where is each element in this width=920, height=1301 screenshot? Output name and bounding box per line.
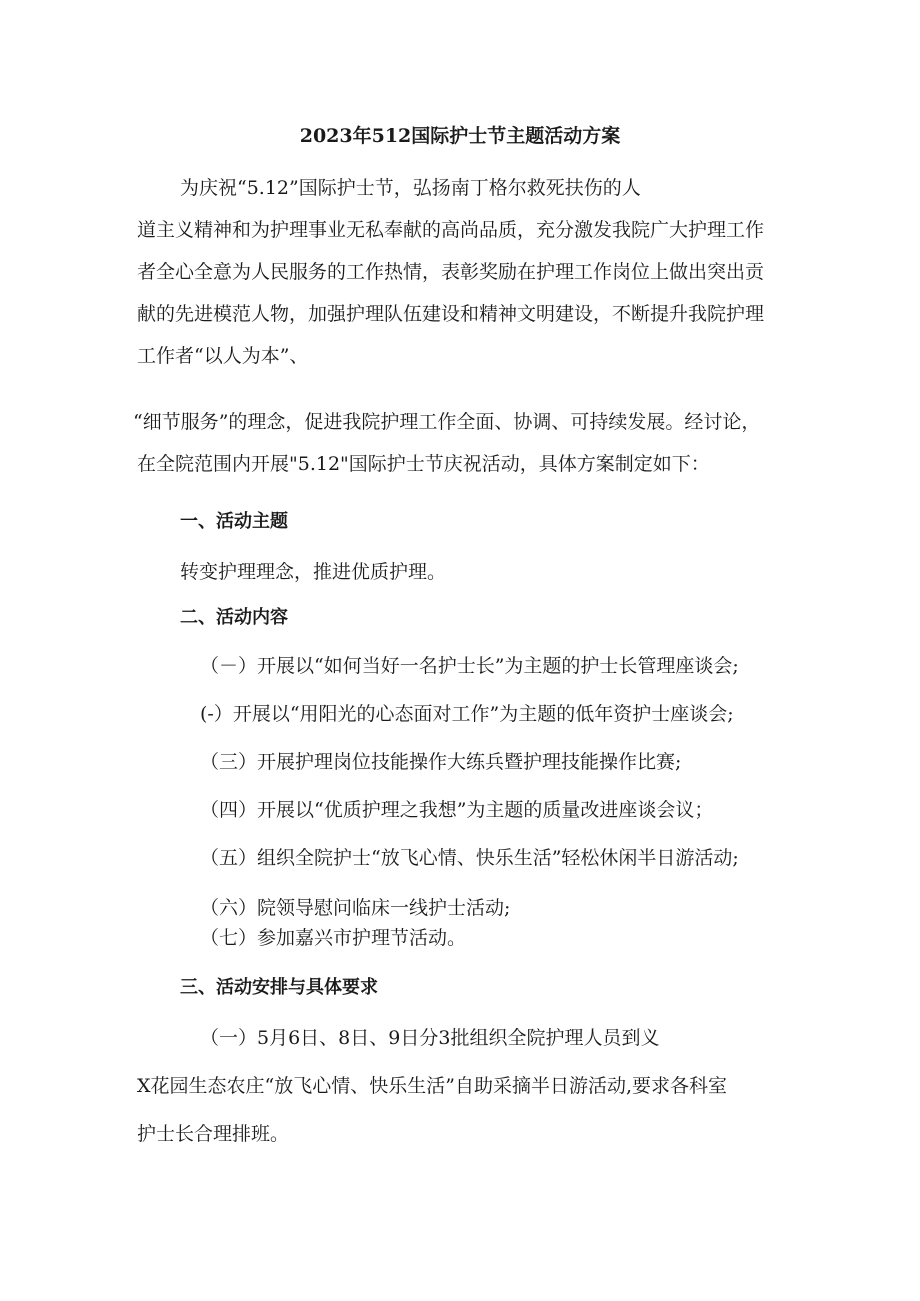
section1-text: 转变护理理念，推进优质护理。 [180,561,447,583]
section2-item-4: （四）开展以“优质护理之我想”为主题的质量改进座谈会议； [200,799,714,821]
section3-line-3: 护士长合理排班。 [137,1123,290,1145]
intro-line-4: 献的先进模范人物，加强护理队伍建设和精神文明建设，不断提升我院护理 [137,303,765,325]
intro-line-7: 在全院范围内开展"5.12"国际护士节庆祝活动，具体方案制定如下： [137,453,710,475]
section2-item-2: (-）开展以“用阳光的心态面对工作”为主题的低年资护士座谈会; [200,703,734,725]
section3-line-2: X花园生态农庄“放飞心情、快乐生活”自助采摘半日游活动,要求各科室 [137,1075,727,1097]
intro-line-5: 工作者“以人为本”、 [137,345,309,367]
section2-item-1: （－）开展以“如何当好一名护士长”为主题的护士长管理座谈会; [200,655,739,677]
document-title: 2023年512国际护士节主题活动方案 [299,125,621,147]
intro-line-2: 道主义精神和为护理事业无私奉献的高尚品质，充分激发我院广大护理工作 [137,219,765,241]
section2-item-5: （五）组织全院护士“放飞心情、快乐生活”轻松休闲半日游活动; [200,847,739,869]
section3-line-1: （一）5月6日、8日、9日分3批组织全院护理人员到义 [200,1027,660,1049]
section2-item-3: （三）开展护理岗位技能操作大练兵暨护理技能操作比赛; [200,751,682,773]
intro-line-6: “细节服务”的理念，促进我院护理工作全面、协调、可持续发展。经讨论， [133,411,761,433]
section3-heading: 三、活动安排与具体要求 [180,977,378,998]
section1-heading: 一、活动主题 [180,511,288,532]
section2-item-7: （七）参加嘉兴市护理节活动。 [200,927,467,949]
intro-line-1: 为庆祝“5.12”国际护士节，弘扬南丁格尔救死扶伤的人 [180,177,641,199]
section2-heading: 二、活动内容 [180,607,288,628]
intro-line-3: 者全心全意为人民服务的工作热情，表彰奖励在护理工作岗位上做出突出贡 [137,261,765,283]
section2-item-6: （六）院领导慰问临床一线护士活动; [200,897,511,919]
